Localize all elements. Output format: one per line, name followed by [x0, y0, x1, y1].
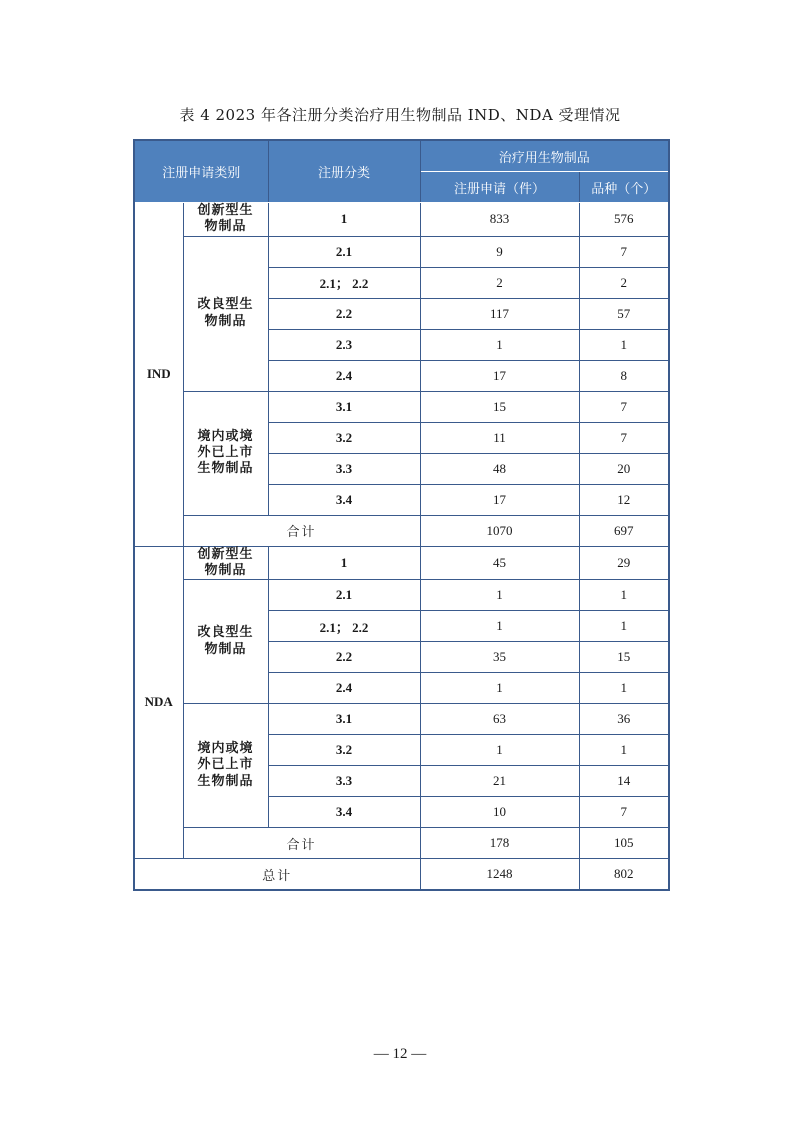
table-row: 3.4 17 12	[134, 484, 669, 515]
group-improved: 改良型生 物制品	[183, 580, 268, 704]
header-applications: 注册申请（件）	[420, 172, 579, 203]
table-row: IND 创新型生 物制品 1 833 576	[134, 203, 669, 237]
page-number: — 12 —	[373, 1046, 427, 1062]
table-row: 境内或境 外已上市 生物制品 3.1 15 7	[134, 391, 669, 422]
group-innovative: 创新型生 物制品	[183, 546, 268, 580]
nda-subtotal-row: 合计 178 105	[134, 828, 669, 859]
grand-total-row: 总计 1248 802	[134, 859, 669, 891]
group-innovative: 创新型生 物制品	[183, 203, 268, 237]
table-row: 3.4 10 7	[134, 797, 669, 828]
table-row: 2.2 35 15	[134, 642, 669, 673]
header-varieties: 品种（个）	[579, 172, 669, 203]
table-row: 2.1； 2.2 2 2	[134, 267, 669, 298]
table-row: NDA 创新型生 物制品 1 45 29	[134, 546, 669, 580]
table-row: 改良型生 物制品 2.1 1 1	[134, 580, 669, 611]
group-improved: 改良型生 物制品	[183, 236, 268, 391]
type-ind: IND	[134, 203, 183, 547]
table-row: 2.2 117 57	[134, 298, 669, 329]
group-marketed: 境内或境 外已上市 生物制品	[183, 704, 268, 828]
header-registration-class: 注册分类	[268, 140, 420, 203]
table-row: 2.1； 2.2 1 1	[134, 611, 669, 642]
type-nda: NDA	[134, 546, 183, 859]
header-registration-type: 注册申请类别	[134, 140, 268, 203]
table-caption: 表 4 2023 年各注册分类治疗用生物制品 IND、NDA 受理情况	[179, 106, 621, 124]
table-row: 3.3 21 14	[134, 766, 669, 797]
table-row: 2.4 17 8	[134, 360, 669, 391]
ind-nda-table	[133, 139, 670, 891]
header-therapeutic-biologics: 治疗用生物制品	[420, 140, 669, 172]
table-row: 2.3 1 1	[134, 329, 669, 360]
table-row: 3.2 1 1	[134, 735, 669, 766]
table-row: 境内或境 外已上市 生物制品 3.1 63 36	[134, 704, 669, 735]
table-row: 3.3 48 20	[134, 453, 669, 484]
table-row: 3.2 11 7	[134, 422, 669, 453]
ind-subtotal-row: 合计 1070 697	[134, 515, 669, 546]
table-row: 2.4 1 1	[134, 673, 669, 704]
group-marketed: 境内或境 外已上市 生物制品	[183, 391, 268, 515]
table-row: 改良型生 物制品 2.1 9 7	[134, 236, 669, 267]
